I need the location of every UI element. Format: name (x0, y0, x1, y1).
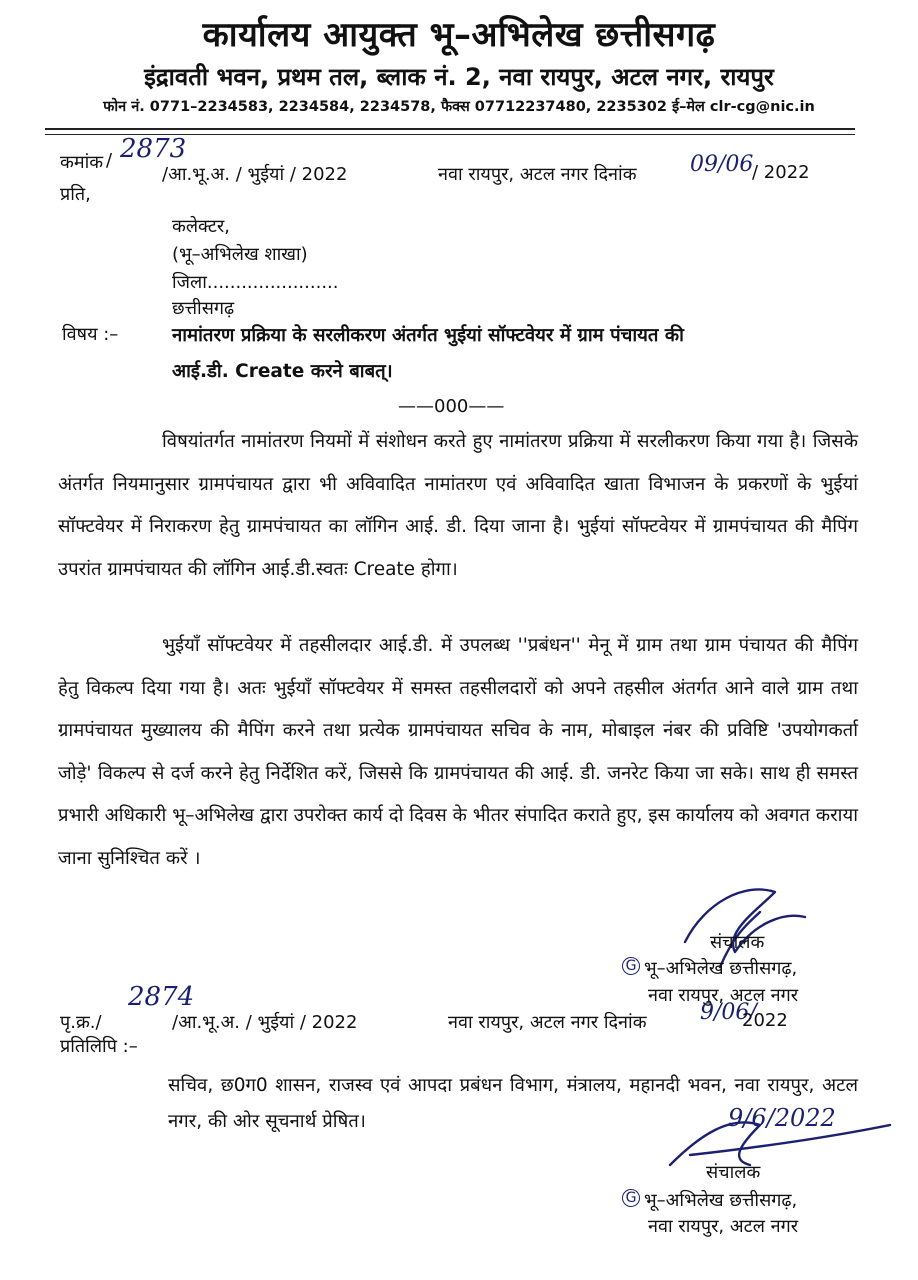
signature-2-place: नवा रायपुर, अटल नगर (648, 1216, 799, 1237)
signature-2-handwritten-date: 9/6/2022 (728, 1104, 836, 1132)
copy-reference-date-handwritten: 9/06/ (700, 1000, 757, 1025)
stamp-circle-icon: G (622, 957, 640, 975)
reference-number-handwritten: 2873 (120, 134, 187, 164)
header-rule-top (45, 128, 855, 130)
office-contact: फोन नं. 0771–2234583, 2234584, 2234578, फैक्स 07712237480, 2235302 ई–मेल clr-cg@nic.in (103, 99, 815, 115)
office-title: कार्यालय आयुक्त भू–अभिलेख छत्तीसगढ़ (202, 15, 716, 55)
divider: ——000—— (398, 396, 505, 417)
reference-date-handwritten: 09/06 (690, 152, 754, 177)
reference-year: / 2022 (752, 162, 810, 183)
body-paragraph-1: विषयांतर्गत नामांतरण नियमों में संशोधन करते हुए नामांतरण प्रक्रिया में सरलीकरण किया गया है। जिसके अंतर्गत नियमानुसार ग्रामपंचायत द्वारा भी अविवादित नामांतरण एवं अविवादित खाता विभाजन के प्रकरणों के भुईयां सॉफ्टवेयर में निराकरण हेतु ग्रामपंचायत का लॉगिन आई. डी. दिया जाना है। भुईयां सॉफ्टवेयर में ग्रामपंचायत की मैपिंग उपरांत ग्रामपंचायत की लॉगिन आई.डी.स्वतः Create होगा। (58, 431, 858, 580)
copy-reference-suffix: /आ.भू.अ. / भुईयां / 2022 (172, 1012, 358, 1033)
copy-label: प्रतिलिपि :– (60, 1036, 138, 1057)
reference-place-date: नवा रायपुर, अटल नगर दिनांक (438, 164, 637, 185)
office-address: इंद्रावती भवन, प्रथम तल, ब्लाक नं. 2, नवा रायपुर, अटल नगर, रायपुर (144, 63, 774, 91)
subject-label: विषय :– (62, 324, 119, 345)
to-label: प्रति, (60, 184, 91, 205)
subject-line-1: नामांतरण प्रक्रिया के सरलीकरण अंतर्गत भुईयां सॉफ्टवेयर में ग्राम पंचायत की (172, 325, 684, 346)
copy-reference-year: 2022 (742, 1010, 788, 1031)
copy-to-text: सचिव, छ0ग0 शासन, राजस्व एवं आपदा प्रबंधन विभाग, मंत्रालय, महानदी भवन, नवा रायपुर, अटल नगर, की ओर सूचनार्थ प्रेषित। (168, 1075, 858, 1132)
reference-suffix: /आ.भू.अ. / भुईयां / 2022 (162, 164, 348, 185)
signature-2-designation: संचालक (706, 1162, 761, 1183)
copy-reference-label: पृ.क्र./ (60, 1012, 102, 1033)
copy-reference-number-handwritten: 2874 (128, 982, 195, 1012)
addressee-line-1: कलेक्टर, (172, 216, 230, 237)
addressee-line-3: जिला....................... (172, 272, 339, 293)
signature-1-place: नवा रायपुर, अटल नगर (648, 985, 799, 1006)
signature-1-office: भू–अभिलेख छत्तीसगढ़, (644, 958, 798, 979)
signature-2-office: भू–अभिलेख छत्तीसगढ़, (644, 1190, 798, 1211)
addressee-line-2: (भू–अभिलेख शाखा) (172, 244, 308, 265)
reference-label: कमांक (60, 152, 104, 173)
subject-line-2: आई.डी. Create करने बाबत्। (172, 361, 393, 382)
addressee-line-4: छत्तीसगढ़ (172, 298, 235, 319)
signature-1-designation: संचालक (710, 932, 765, 953)
copy-reference-place-date: नवा रायपुर, अटल नगर दिनांक (448, 1012, 647, 1033)
body-paragraph-2: भुईयाँ सॉफ्टवेयर में तहसीलदार आई.डी. में उपलब्ध ''प्रबंधन'' मेनू में ग्राम तथा ग्राम पंचायत की मैपिंग हेतु विकल्प दिया गया है। अतः भुईयाँ सॉफ्टवेयर में समस्त तहसीलदारों को अपने तहसील अंतर्गत आने वाले ग्राम तथा ग्रामपंचायत मुख्यालय की मैपिंग करने तथा प्रत्येक ग्रामपंचायत सचिव के नाम, मोबाइल नंबर की प्रविष्टि 'उपयोगकर्ता जोड़े' विकल्प से दर्ज करने हेतु निर्देशित करें, जिससे कि ग्रामपंचायत की आई. डी. जनरेट किया जा सके। साथ ही समस्त प्रभारी अधिकारी भू–अभिलेख द्वारा उपरोक्त कार्य दो दिवस के भीतर संपादित कराते हुए, इस कार्यालय को अवगत कराया जाना सुनिश्चित करें । (58, 635, 858, 869)
stamp-circle-icon-2: G (622, 1189, 640, 1207)
